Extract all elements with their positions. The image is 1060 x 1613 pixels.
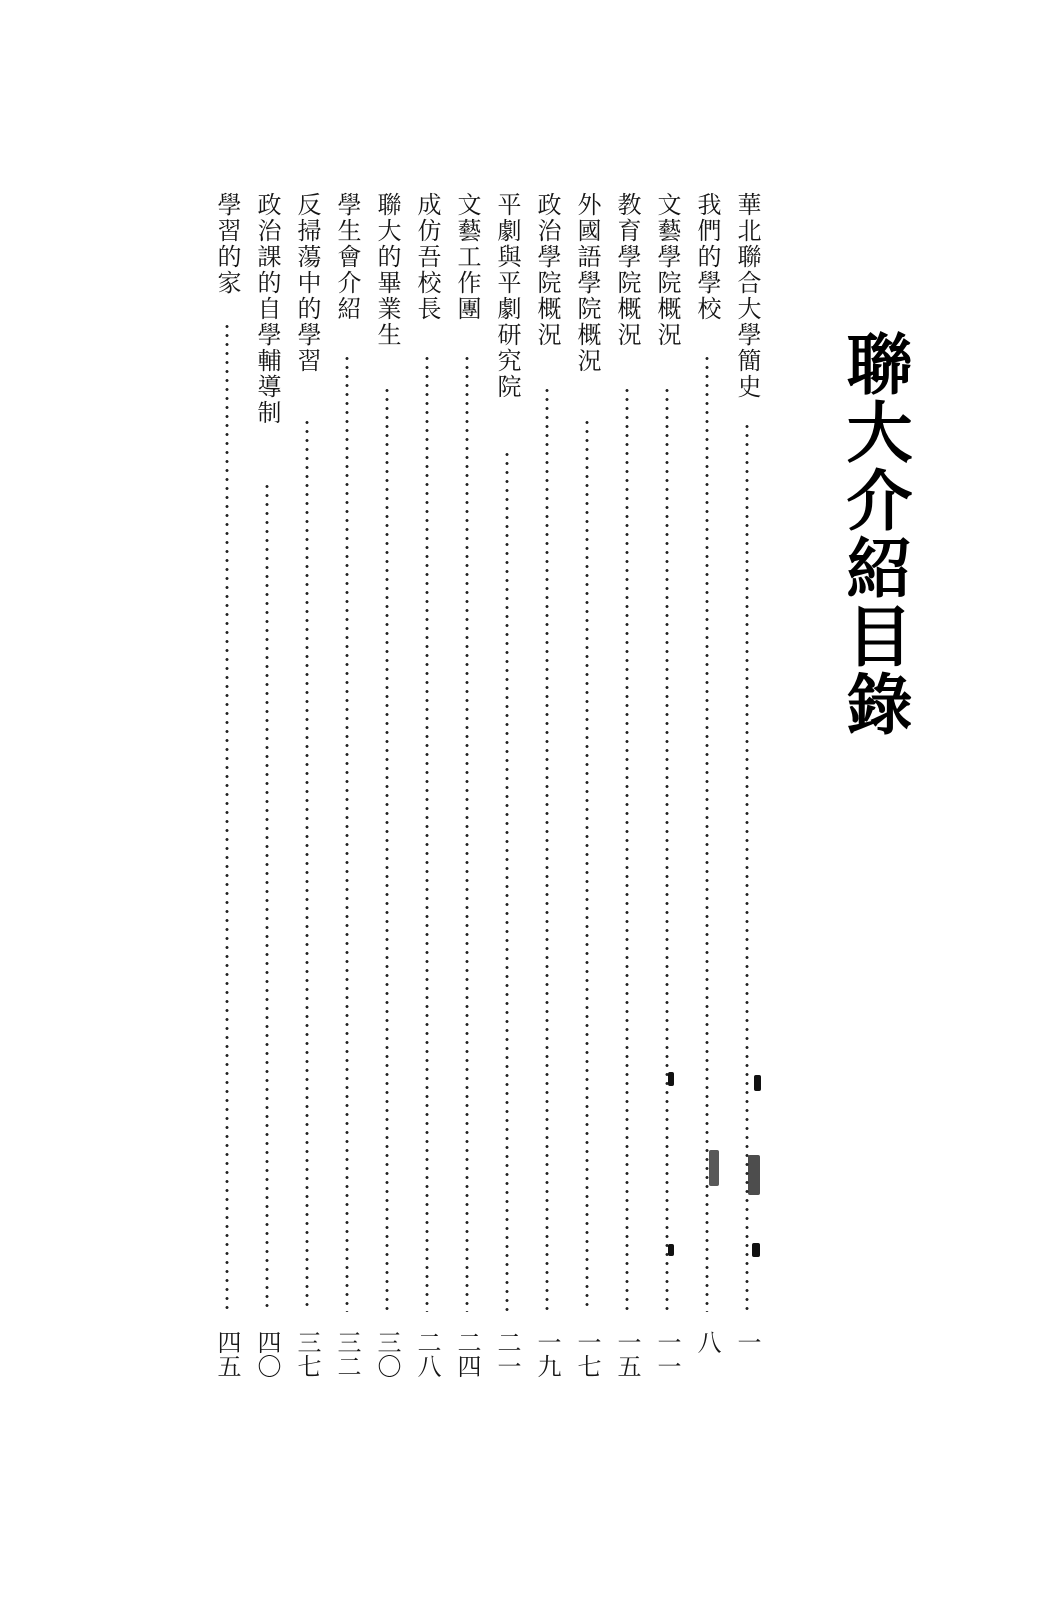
toc-leader-dots: [385, 386, 389, 1312]
toc-entry-3: [652, 192, 682, 1410]
toc-entry-title: 我們的學校: [693, 192, 721, 322]
toc-entry-10: [372, 192, 402, 1410]
page-title: 聯大介紹目錄: [835, 330, 912, 738]
toc-leader-dots: [305, 418, 309, 1312]
toc-leader-dots: [225, 322, 229, 1312]
toc-leader-dots: [425, 354, 429, 1312]
toc-leader-dots: [505, 450, 509, 1312]
print-blemish: [668, 1072, 674, 1086]
toc-entry-page: 一: [733, 1330, 761, 1354]
toc-leader-dots: [465, 354, 469, 1312]
toc-entry-9: [412, 192, 442, 1410]
toc-entry-2: [692, 192, 722, 1410]
toc-entry-title: 反掃蕩中的學習: [293, 192, 321, 374]
toc-entry-page: 三七: [293, 1330, 321, 1378]
toc-entry-title: 文藝工作團: [453, 192, 481, 322]
toc-entry-page: 三二: [333, 1330, 361, 1378]
toc-entry-title: 外國語學院概況: [573, 192, 601, 374]
toc-entry-11: [332, 192, 362, 1410]
toc-entry-title: 華北聯合大學簡史: [733, 192, 761, 400]
toc-entry-page: 一七: [573, 1330, 601, 1378]
toc-entry-title: 聯大的畢業生: [373, 192, 401, 348]
print-blemish: [752, 1243, 760, 1257]
toc-entry-title: 政治學院概況: [533, 192, 561, 348]
toc-leader-dots: [265, 482, 269, 1312]
toc-entry-title: 教育學院概況: [613, 192, 641, 348]
print-blemish: [754, 1075, 761, 1091]
toc-entry-page: 一五: [613, 1330, 641, 1378]
toc-entry-title: 成仿吾校長: [413, 192, 441, 322]
toc-entry-page: 二八: [413, 1330, 441, 1378]
toc-entry-page: 四〇: [253, 1330, 281, 1378]
toc-entry-8: [452, 192, 482, 1410]
toc-entry-page: 二四: [453, 1330, 481, 1378]
toc-entry-title: 政治課的自學輔導制: [253, 192, 281, 426]
print-blemish: [748, 1155, 760, 1195]
toc-entry-5: [572, 192, 602, 1410]
toc-entry-title: 學生會介紹: [333, 192, 361, 322]
toc-entry-6: [532, 192, 562, 1410]
toc-entry-title: 文藝學院概況: [653, 192, 681, 348]
toc-entry-14: [212, 192, 242, 1410]
toc-entry-1: [732, 192, 762, 1410]
toc-entry-12: [292, 192, 322, 1410]
toc-entry-page: 四五: [213, 1330, 241, 1378]
toc-entry-page: 二一: [493, 1330, 521, 1378]
toc-entry-page: 三〇: [373, 1330, 401, 1378]
toc-entry-title: 平劇與平劇研究院: [493, 192, 521, 400]
toc-entry-page: 八: [693, 1330, 721, 1354]
print-blemish: [709, 1150, 719, 1186]
toc-entry-7: [492, 192, 522, 1410]
toc-leader-dots: [625, 386, 629, 1312]
toc-entry-title: 學習的家: [213, 192, 241, 296]
print-blemish: [668, 1244, 674, 1256]
toc-entry-page: 一一: [653, 1330, 681, 1378]
toc-leader-dots: [585, 418, 589, 1312]
toc-entry-13: [252, 192, 282, 1410]
toc-entry-4: [612, 192, 642, 1410]
toc-leader-dots: [665, 386, 669, 1312]
toc-leader-dots: [545, 386, 549, 1312]
toc-leader-dots: [345, 354, 349, 1312]
toc-entry-page: 一九: [533, 1330, 561, 1378]
